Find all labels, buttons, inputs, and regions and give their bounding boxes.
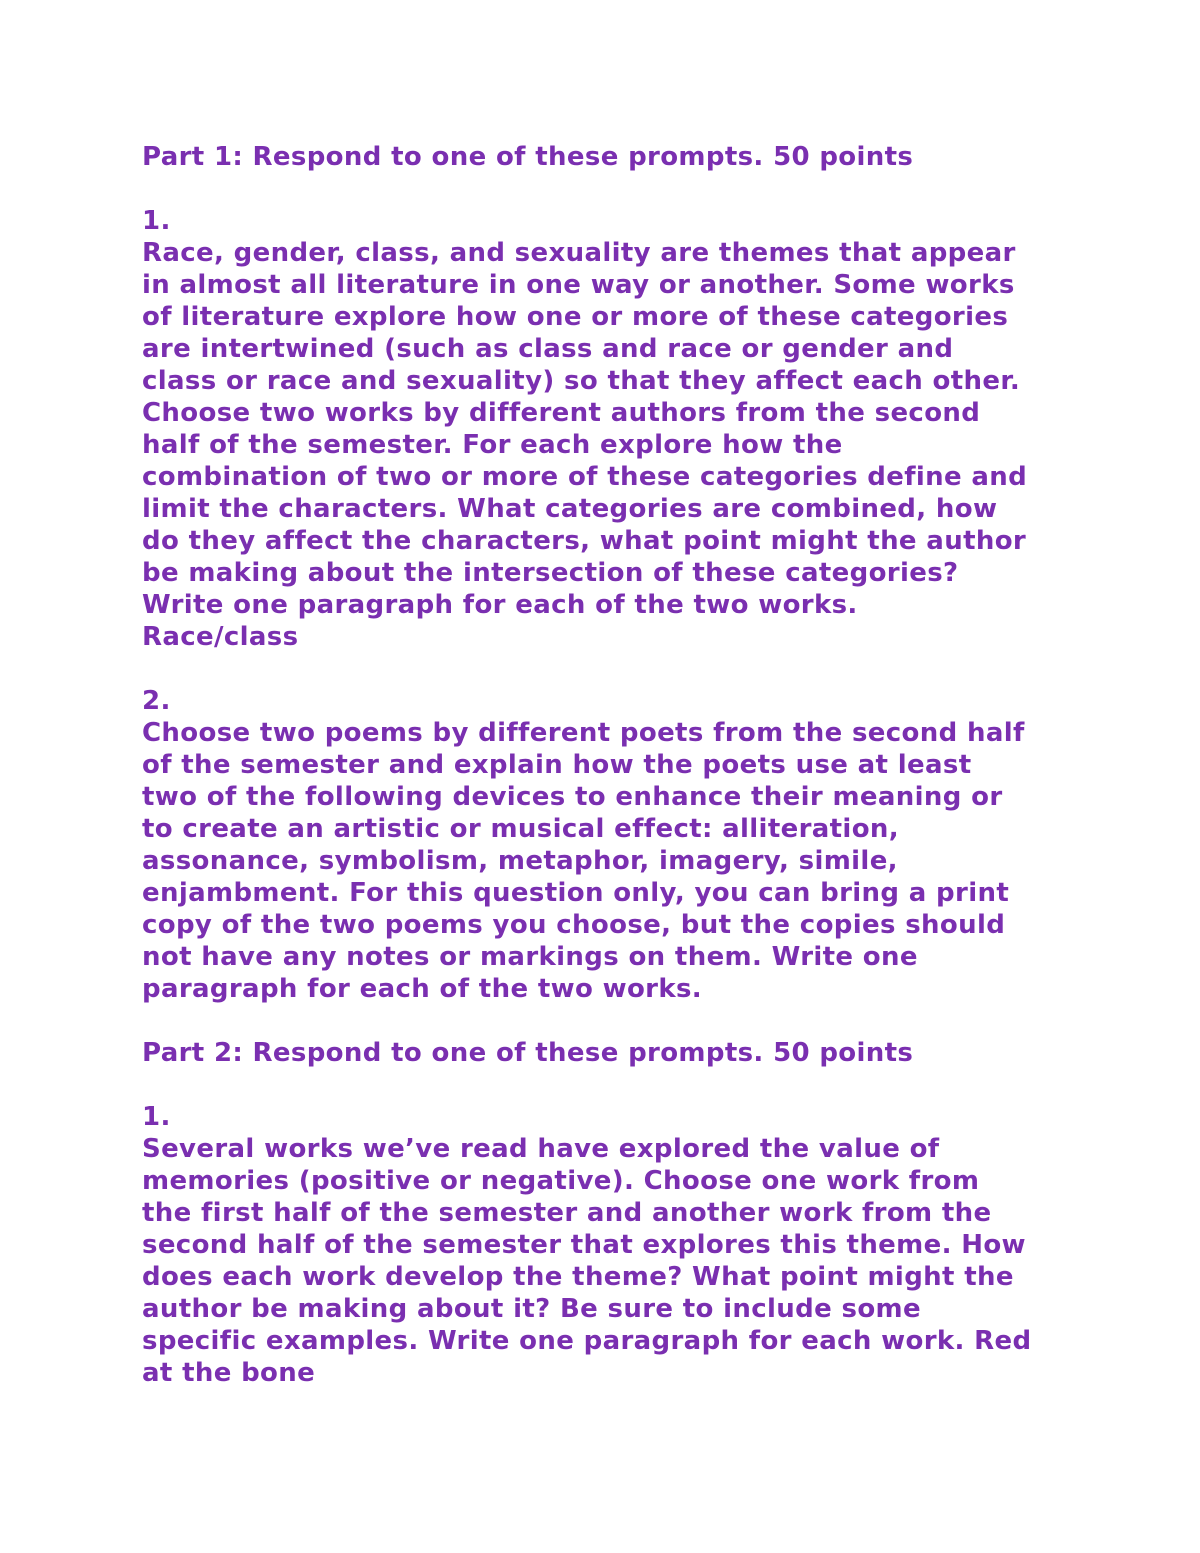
document-page — [142, 141, 1072, 1389]
text-line: enjambment. For this question only, you can bring a print — [142, 878, 1010, 908]
part2-heading: Part 2: Respond to one of these prompts. 50 points — [142, 1038, 914, 1068]
text-line: Write one paragraph for each of the two works. — [142, 590, 858, 620]
text-line: combination of two or more of these categories define and — [142, 462, 1028, 492]
text-line: two of the following devices to enhance their meaning or — [142, 782, 1003, 812]
part1-prompt2-text — [142, 717, 1072, 1005]
part1-prompt1-text — [142, 237, 1072, 653]
text-line: the first half of the semester and another work from the — [142, 1198, 992, 1228]
spacer — [142, 653, 1072, 685]
text-line: be making about the intersection of these categories? — [142, 558, 959, 588]
text-line: do they affect the characters, what point might the author — [142, 526, 1027, 556]
text-line: not have any notes or markings on them. Write one — [142, 942, 918, 972]
spacer — [142, 1005, 1072, 1037]
spacer — [142, 1069, 1072, 1101]
text-line: author be making about it? Be sure to include some — [142, 1294, 921, 1324]
text-line: second half of the semester that explores this theme. How — [142, 1230, 1026, 1260]
text-line: Race, gender, class, and sexuality are themes that appear — [142, 238, 1016, 268]
part2-prompt1-text — [142, 1133, 1072, 1389]
text-line: specific examples. Write one paragraph for each work. Red — [142, 1326, 1032, 1356]
text-line: of the semester and explain how the poets use at least — [142, 750, 972, 780]
text-line: half of the semester. For each explore how the — [142, 430, 843, 460]
text-line: Choose two works by different authors from the second — [142, 398, 981, 428]
part1-heading: Part 1: Respond to one of these prompts. 50 points — [142, 142, 914, 172]
text-line: does each work develop the theme? What point might the — [142, 1262, 1014, 1292]
text-line: Race/class — [142, 622, 299, 652]
text-line: to create an artistic or musical effect: alliteration, — [142, 814, 899, 844]
spacer — [142, 173, 1072, 205]
part1-prompt1-number: 1. — [142, 206, 171, 236]
text-line: Several works we’ve read have explored the value of — [142, 1134, 940, 1164]
text-line: copy of the two poems you choose, but the copies should — [142, 910, 1006, 940]
part1-prompt2-number: 2. — [142, 686, 171, 716]
text-line: are intertwined (such as class and race or gender and — [142, 334, 954, 364]
text-line: at the bone — [142, 1358, 316, 1388]
text-line: memories (positive or negative). Choose one work from — [142, 1166, 980, 1196]
text-line: paragraph for each of the two works. — [142, 974, 703, 1004]
text-line: in almost all literature in one way or another. Some works — [142, 270, 1015, 300]
text-line: of literature explore how one or more of these categories — [142, 302, 1009, 332]
text-line: Choose two poems by different poets from the second half — [142, 718, 1025, 748]
text-line: class or race and sexuality) so that they affect each other. — [142, 366, 1021, 396]
text-line: assonance, symbolism, metaphor, imagery, simile, — [142, 846, 898, 876]
part2-prompt1-number: 1. — [142, 1102, 171, 1132]
text-line: limit the characters. What categories are combined, how — [142, 494, 998, 524]
